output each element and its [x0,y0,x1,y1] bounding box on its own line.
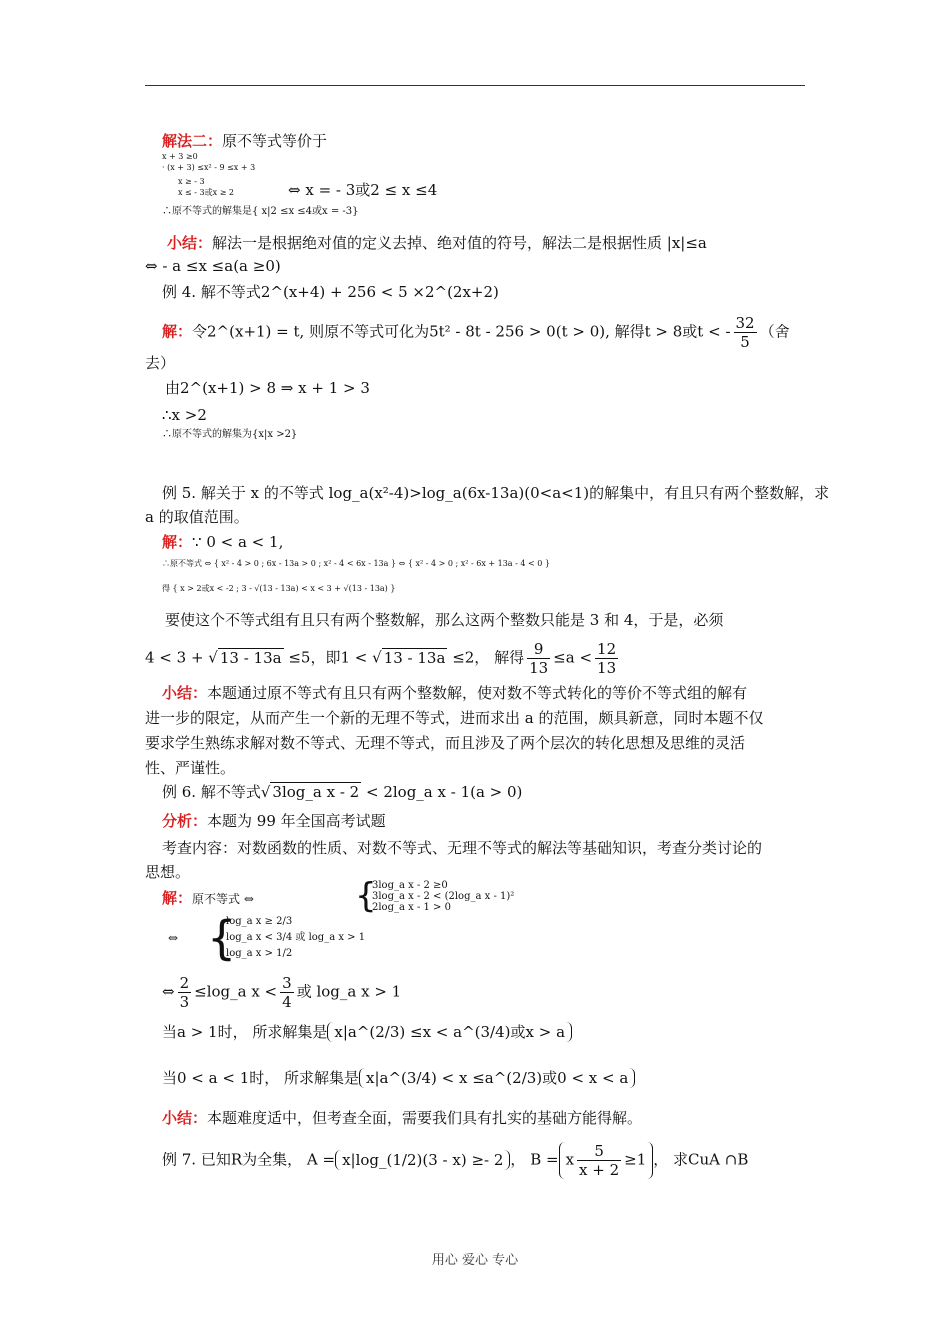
example4-line [162,282,499,302]
example6-radicand: 3log_a x - 2 [272,783,360,801]
case1-text: 当a > 1时， 所求解集是 [162,1023,328,1041]
p2-a: 4 < 3 + [145,648,209,667]
case1-set: x|a^(2/3) ≤x < a^(3/4)或x > a [327,1022,572,1042]
ex6-sys2-2: log_a x > 1/2 [226,948,293,959]
header-rule [145,85,805,86]
p2-sqrt2: 13 - 13a [383,648,446,667]
fraction-numerator: 12 [597,640,617,658]
ex6-case2 [162,1068,635,1088]
summary2-text1: 本题通过原不等式有且只有两个整数解，使对数不等式转化的等价不等式组的解有 [207,684,748,702]
fraction-denominator: 13 [529,659,549,677]
fraction-numerator: 2 [179,974,190,992]
ex6-sys2-0: log_a x ≥ 2/3 [226,916,293,927]
fraction-32-5 [734,314,757,351]
example5-para1: 要使这个不等式组有且只有两个整数解，那么这两个整数只能是 3 和 4，于是，必须 [165,611,724,629]
example7-tail: ， 求CuA ∩B [653,1150,749,1169]
fraction-numerator: 32 [735,314,755,332]
summary1-label: 小结： [167,234,213,252]
fraction-denominator: 5 [740,333,750,351]
m2-system2-b: x ≤ - 3或x ≥ 2 [178,188,235,197]
fraction-3-4 [280,974,294,1011]
example6-solution-text: 原不等式 ⇔ [192,892,254,906]
brace-icon: { [355,876,377,916]
example6-solution-label: 解： [162,889,193,907]
fraction-5-x2 [577,1142,621,1179]
m2-system1-b: · (x + 3) ≤x² - 9 ≤x + 3 [162,163,256,172]
ex6-case1 [162,1022,572,1042]
fraction-9-13 [527,640,550,677]
p2-c: ≤5，即1 < [283,648,373,667]
summary1-text: 解法一是根据绝对值的定义去掉、绝对值的符号，解法二是根据性质 |x|≤a [212,234,707,252]
fraction-2-3 [178,974,192,1011]
example5-solution-text: ∵ 0 < a < 1, [192,533,284,551]
example4-expr: 2^(x+4) + 256 < 5 ×2^(2x+2) [260,283,499,301]
ex6-sys1-2: 2log_a x - 1 > 0 [372,902,451,913]
r1-mid: ≤log_a x < [194,982,278,1001]
example7-label: 例 7. 已知R为全集， A = [162,1150,336,1169]
set-b-pre: x [565,1150,575,1169]
r1-tail: 或 log_a x > 1 [296,982,402,1001]
m2-system2-a: x ≥ - 3 [178,177,205,186]
p2-e: ≤2， 解得 [447,648,525,667]
example4-solution-label: 解： [162,322,193,341]
example6-tail: < 2log_a x - 1(a > 0) [361,783,523,801]
example6-line: 例 6. 解不等式√ 3log_a x - 2 < 2log_a x - 1(a > 0) [162,783,523,801]
example5-para2: 4 < 3 + √ 13 - 13a ≤5，即1 < √ 13 - 13a ≤2， 解得 $\frac{9}{13}$ ≤a < $\frac{12}{13}$ [145,640,617,677]
summary3-text: 本题难度适中，但考查全面，需要我们具有扎实的基础方能得解。 [207,1109,643,1127]
m2-system1-a: x + 3 ≥0 [162,152,198,161]
example5-system-b: 得 { x > 2或x < -2 ; 3 - √(13 - 13a) < x < 3 + √(13 - 13a) } [162,584,396,593]
method2-line [162,131,327,151]
method2-label: 解法二： [162,132,223,150]
r1-equiv: ⇔ [162,982,175,1001]
ex6-sys1-1: 3log_a x - 2 < (2log_a x - 1)² [372,891,515,902]
analysis-line [162,811,386,831]
p2-sqrt1: 13 - 13a [219,648,282,667]
fraction-denominator: 13 [597,659,617,677]
example4-label: 例 4. 解不等式 [162,283,261,301]
analysis-text: 本题为 99 年全国高考试题 [207,812,386,830]
example6-solution [162,888,254,909]
example5-system-a: ∴原不等式 ⇔ { x² - 4 > 0 ; 6x - 13a > 0 ; x² - 4 < 6x - 13a } ⇔ { x² - 4 > 0 ; x² - 6x + 13a - 4 < 0 } [162,559,550,568]
example7-mid: ， B = [510,1150,559,1169]
fraction-denominator: x + 2 [579,1161,620,1179]
fraction-numerator: 3 [282,974,292,992]
page-footer: 用心 爱心 专心 [431,1253,519,1268]
summary2-label: 小结： [162,684,208,702]
example4-solution-text: 令2^(x+1) = t, 则原不等式可化为5t² - 8t - 256 > 0(t > 0), 解得t > 8或t < - [192,322,731,341]
set-a: x|log_(1/2)(3 - x) ≥- 2 [335,1150,510,1170]
case2-text: 当0 < a < 1时， 所求解集是 [162,1069,360,1087]
example5-solution-label: 解： [162,533,193,551]
example4-solution-tail: （舍 [759,322,790,341]
ex6-equiv-icon: ⇔ [168,931,179,945]
summary1-line1 [167,233,707,253]
fraction-12-13 [595,640,618,677]
example4-solution [162,314,790,351]
analysis-label: 分析： [162,812,208,830]
example4-qu: 去） [145,354,176,372]
set-b [559,1142,654,1179]
fraction-denominator: 4 [282,993,292,1011]
fraction-numerator: 5 [577,1142,621,1161]
set-b-post: ≥1 [624,1150,647,1169]
case2-set: x|a^(3/4) < x ≤a^(2/3)或0 < x < a [359,1068,635,1088]
summary3-label: 小结： [162,1109,208,1127]
brace-icon: { [207,911,237,965]
summary2-line3: 要求学生熟练求解对数不等式、无理不等式，而且涉及了两个层次的转化思想及思维的灵活 [145,734,746,752]
analysis-content-1: 考查内容：对数函数的性质、对数不等式、无理不等式的解法等基础知识，考查分类讨论的 [162,839,763,857]
example5-line1: 例 5. 解关于 x 的不等式 log_a(x²-4)>log_a(6x-13a)(0<a<1)的解集中，有且只有两个整数解，求 [162,484,830,502]
p2-mid: ≤a < [553,648,593,667]
example4-solution-set: ∴原不等式的解集为{x|x >2} [162,429,298,440]
analysis-content-2: 思想。 [145,863,191,881]
ex6-sys1-0: 3log_a x - 2 ≥0 [372,880,448,891]
m2-result: ⇔ x = - 3或2 ≤ x ≤4 [288,181,438,199]
m2-solution-set: ∴原不等式的解集是{ x|2 ≤x ≤4或x = -3} [162,206,359,217]
summary2-line1 [162,683,747,703]
example4-therefore: ∴x >2 [162,406,207,424]
example6-label: 例 6. 解不等式 [162,783,261,801]
example5-line2: a 的取值范围。 [145,508,249,526]
example6-result [162,974,401,1011]
example4-from: 由2^(x+1) > 8 ⇒ x + 1 > 3 [165,379,370,397]
example7-line [162,1142,748,1179]
summary2-line2: 进一步的限定，从而产生一个新的无理不等式，进而求出 a 的范围，颇具新意，同时本题不仅 [145,709,764,727]
fraction-numerator: 9 [527,640,550,659]
summary2-line4: 性、严谨性。 [145,759,236,777]
example5-solution [162,532,283,552]
summary3-line [162,1108,642,1128]
method2-text: 原不等式等价于 [222,132,328,150]
ex6-sys2-1: log_a x < 3/4 或 log_a x > 1 [226,932,366,943]
fraction-denominator: 3 [179,993,190,1011]
summary1-line2: ⇔ - a ≤x ≤a(a ≥0) [145,257,281,275]
